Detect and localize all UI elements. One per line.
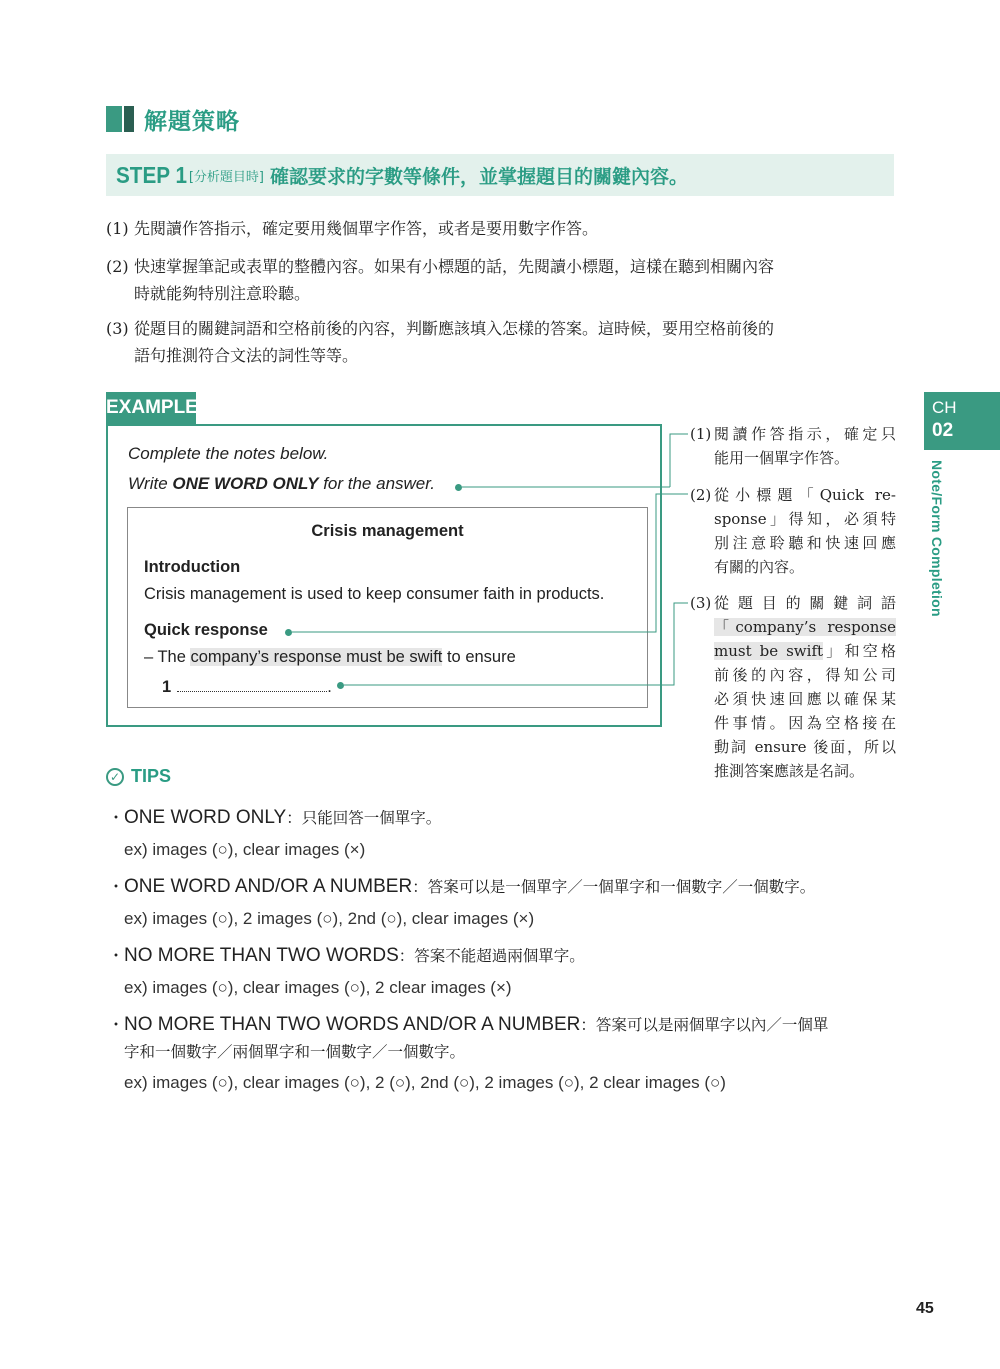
notes-title: Crisis management [311, 522, 464, 540]
tip-keyword: ONE WORD AND/OR A NUMBER [124, 876, 413, 897]
annotation-line: 前後的內容，得知公司 [714, 666, 896, 684]
tip-3-example: ex) images (○), clear images (○), 2 clear images (×) [124, 978, 512, 997]
tip-2: ・ONE WORD AND/OR A NUMBER：答案可以是一個單字／一個單字和一個數字／一個數字。 [108, 876, 816, 897]
chapter-title: Note/Form Completion [929, 460, 945, 617]
annotation-line: 必須快速回應以確保某 [714, 690, 896, 708]
item-line: 快速掌握筆記或表單的整體內容。如果有小標題的話，先閱讀小標題，這樣在聽到相關內容 [134, 257, 775, 276]
annotation-line: 動詞 ensure 後面，所以 [714, 738, 896, 756]
annotation-highlight: 「company’s response [714, 618, 896, 636]
annotation-line: 能用一個單字作答。 [714, 449, 850, 467]
annotation-1 [690, 422, 896, 470]
connector-line-3 [344, 603, 688, 685]
instruction-bold: ONE WORD ONLY [172, 474, 319, 493]
chapter-tab [924, 392, 1000, 450]
tip-desc: ：答案可以是兩個單字以內／一個單 [580, 1016, 829, 1034]
intro-heading: Introduction [144, 558, 241, 576]
section-title-text: 解題策略 [144, 108, 240, 135]
tip-desc: ：答案不能超過兩個單字。 [398, 947, 585, 965]
tip-4: ・NO MORE THAN TWO WORDS AND/OR A NUMBER：答案可以是兩個單字以內／一個單 [108, 1014, 829, 1035]
tip-4-cont [124, 1038, 465, 1066]
page-number: 45 [916, 1300, 934, 1317]
example-label: EXAMPLE [106, 392, 196, 424]
annotation-line [690, 639, 896, 663]
tip-desc: 字和一個數字／兩個單字和一個數字／一個數字。 [124, 1043, 466, 1061]
tip-desc: ：只能回答一個單字。 [286, 809, 442, 827]
annotation-line: 別注意聆聽和快速回應 [714, 534, 896, 552]
item-number: (3) [106, 319, 129, 338]
item-number: (2) [106, 257, 129, 276]
connector-line-1 [670, 434, 688, 487]
step-label: STEP 1 [116, 161, 187, 188]
instruction-text: Write [128, 474, 173, 493]
tip-4-example: ex) images (○), clear images (○), 2 (○), 2nd (○), 2 images (○), 2 clear images (○) [124, 1073, 726, 1092]
question-number: 1 [162, 678, 172, 696]
item-line: 先閱讀作答指示，確定要用幾個單字作答，或者是要用數字作答。 [134, 219, 599, 238]
instruction-text: for the answer. [318, 474, 436, 493]
annotation-number: (2) [690, 486, 712, 504]
annotation-line: 閱讀作答指示，確定只 [714, 425, 896, 443]
tip-1: ・ONE WORD ONLY：只能回答一個單字。 [108, 807, 442, 828]
intro-text: Crisis management is used to keep consumer faith in products. [144, 585, 605, 603]
tips-title: TIPS [131, 766, 172, 786]
annotation-line: 推測答案應該是名詞。 [714, 762, 865, 780]
chapter-number: 02 [932, 420, 954, 441]
step-sub: [分析題目時] [188, 169, 264, 185]
quick-highlight: company’s response must be swift [190, 648, 443, 666]
annotation-line: sponse」得知，必須特 [714, 510, 896, 528]
annotation-number: (3) [690, 594, 712, 612]
annotation-number: (1) [690, 425, 712, 443]
example-instruction-1: Complete the notes below. [128, 444, 329, 463]
check-circle-icon: ✓ [106, 768, 124, 786]
quick-text-post: to ensure [442, 648, 516, 666]
tip-2-example: ex) images (○), 2 images (○), 2nd (○), clear images (×) [124, 909, 535, 928]
item-number: (1) [106, 219, 129, 238]
quick-text-pre: – The [144, 648, 191, 666]
quick-heading: Quick response [144, 621, 268, 639]
annotation-line: 件事情。因為空格接在 [714, 714, 896, 732]
tip-3: ・NO MORE THAN TWO WORDS：答案不能超過兩個單字。 [108, 945, 585, 966]
annotation-3 [690, 591, 896, 783]
tips-heading [106, 766, 171, 787]
annotation-highlight: must be swift [714, 642, 824, 660]
connector-line-2 [292, 494, 688, 632]
tip-keyword: ONE WORD ONLY [124, 807, 287, 828]
item-line: 時就能夠特別注意聆聽。 [134, 284, 311, 303]
tip-desc: ：答案可以是一個單字／一個單字和一個數字／一個數字。 [412, 878, 816, 896]
tip-keyword: NO MORE THAN TWO WORDS AND/OR A NUMBER [124, 1014, 581, 1035]
annotation-text: 」和空格 [823, 642, 896, 660]
step-main: 確認要求的字數等條件，並掌握題目的關鍵內容。 [270, 165, 689, 188]
annotation-line [690, 615, 896, 639]
annotation-line: 有關的內容。 [714, 558, 805, 576]
item-line: 語句推測符合文法的詞性等等。 [134, 346, 359, 365]
tip-1-example: ex) images (○), clear images (×) [124, 840, 366, 859]
annotation-2 [690, 483, 896, 579]
question-end: . [327, 678, 332, 696]
chapter-label: CH [932, 398, 957, 417]
tip-keyword: NO MORE THAN TWO WORDS [124, 945, 399, 966]
annotation-line: 從 題 目 的 關 鍵 詞 語 [714, 594, 896, 612]
item-line: 從題目的關鍵詞語和空格前後的內容，判斷應該填入怎樣的答案。這時候，要用空格前後的 [134, 319, 775, 338]
annotation-line: 從小標題「Quick re- [714, 486, 896, 504]
